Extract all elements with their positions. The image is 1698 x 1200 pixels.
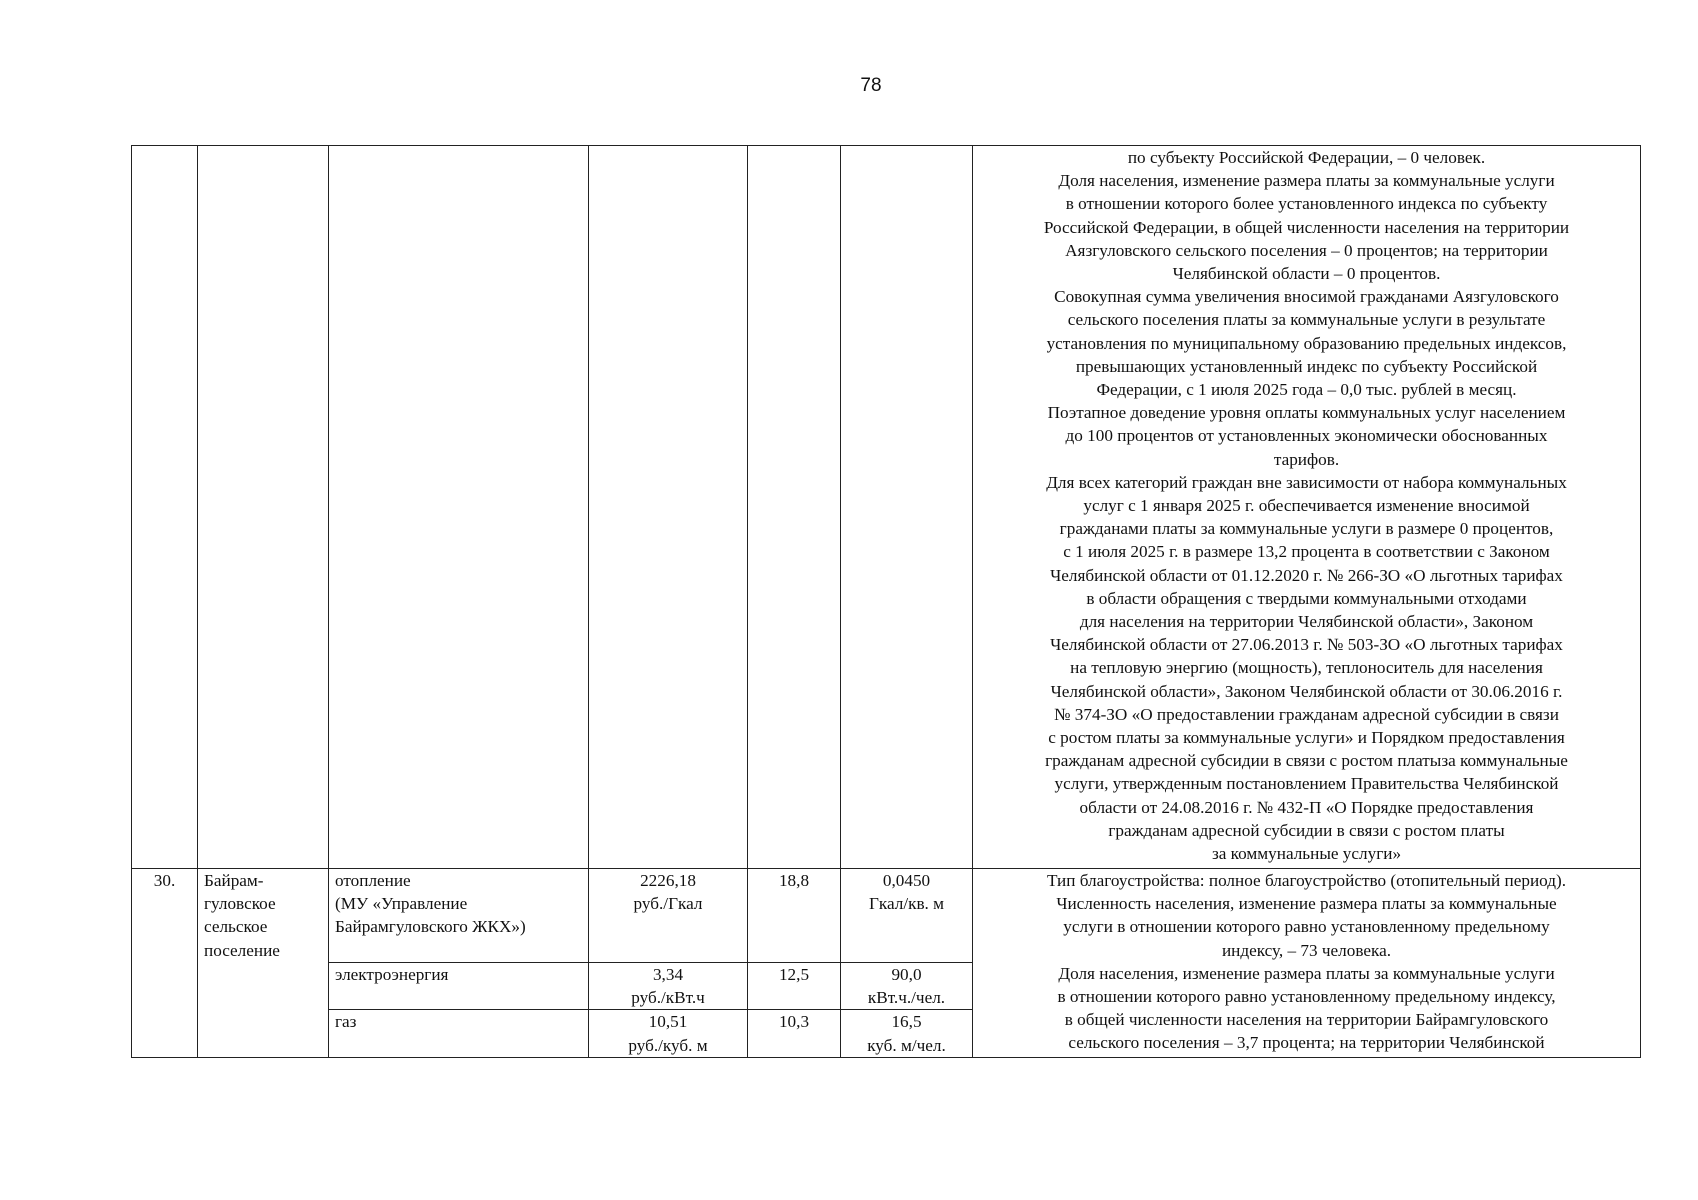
service-name bbox=[329, 963, 589, 1010]
text-line: индексу, – 73 человека. bbox=[1221, 940, 1392, 960]
tariff-table bbox=[131, 145, 1641, 1058]
service-index: 18,8 bbox=[748, 869, 841, 963]
text-line: гражданам адресной субсидии в связи с ростом платыза коммунальные bbox=[1045, 751, 1568, 771]
text-line: в отношении которого более установленного индекса по субъекту bbox=[1065, 194, 1548, 214]
norm-value: 0,0450 bbox=[882, 871, 931, 890]
service-tariff bbox=[589, 963, 748, 1010]
service-norm bbox=[841, 869, 973, 963]
text-line: в общей численности населения на территории Байрамгуловского bbox=[1064, 1010, 1549, 1030]
service-index: 10,3 bbox=[748, 1010, 841, 1057]
service-line: отопление bbox=[335, 871, 411, 890]
tariff-unit: руб./Гкал bbox=[633, 894, 703, 914]
empty-cell-index bbox=[748, 146, 841, 869]
tariff-value: 2226,18 bbox=[640, 871, 696, 890]
text-line: Аязгуловского сельского поселения – 0 процентов; на территории bbox=[1065, 240, 1548, 260]
service-index: 12,5 bbox=[748, 963, 841, 1010]
service-tariff bbox=[589, 869, 748, 963]
municipality-line: Байрам- bbox=[204, 871, 264, 890]
text-line: услуги, утвержденным постановлением Правительства Челябинской bbox=[1054, 774, 1559, 794]
service-line: Байрамгуловского ЖКХ») bbox=[335, 917, 526, 937]
empty-cell-municipality bbox=[198, 146, 329, 869]
empty-cell-norm bbox=[841, 146, 973, 869]
norm-value: 90,0 bbox=[891, 965, 922, 984]
text-line: сельского поселения платы за коммунальные услуги в результате bbox=[1067, 310, 1546, 330]
municipality-name bbox=[198, 869, 329, 1058]
text-line: Совокупная сумма увеличения вносимой гражданами Аязгуловского bbox=[1054, 287, 1559, 307]
text-line: Челябинской области – 0 процентов. bbox=[1172, 264, 1441, 284]
entry-description bbox=[973, 869, 1641, 1058]
municipality-line: поселение bbox=[204, 940, 280, 960]
text-line: в области обращения с твердыми коммунальными отходами bbox=[1086, 588, 1527, 608]
text-line: Поэтапное доведение уровня оплаты коммунальных услуг населением bbox=[1047, 403, 1566, 423]
service-line: (МУ «Управление bbox=[335, 894, 468, 914]
text-line: тарифов. bbox=[1273, 449, 1340, 469]
empty-cell-number bbox=[132, 146, 198, 869]
text-line: для населения на территории Челябинской области», Законом bbox=[1079, 612, 1534, 632]
service-norm bbox=[841, 963, 973, 1010]
service-line: электроэнергия bbox=[335, 965, 449, 984]
tariff-unit: руб./кВт.ч bbox=[631, 988, 705, 1008]
service-norm bbox=[841, 1010, 973, 1057]
text-line: гражданами платы за коммунальные услуги в размере 0 процентов, bbox=[1059, 519, 1554, 539]
continuation-row bbox=[132, 146, 1641, 869]
service-tariff bbox=[589, 1010, 748, 1057]
text-line: на тепловую энергию (мощность), теплоноситель для населения bbox=[1070, 658, 1543, 678]
entry-number: 30. bbox=[132, 869, 198, 1058]
text-line: сельского поселения – 3,7 процента; на территории Челябинской bbox=[1068, 1033, 1545, 1053]
service-line: газ bbox=[335, 1012, 357, 1032]
page-number: 78 bbox=[860, 75, 882, 96]
empty-cell-tariff bbox=[589, 146, 748, 869]
text-line: Доля населения, изменение размера платы за коммунальные услуги bbox=[1058, 963, 1555, 983]
text-line: области от 24.08.2016 г. № 432-П «О Порядке предоставления bbox=[1079, 797, 1534, 817]
text-line: услуг с 1 января 2025 г. обеспечивается изменение вносимой bbox=[1083, 496, 1530, 516]
text-line: Российской Федерации, в общей численности населения на территории bbox=[1043, 217, 1570, 237]
text-line: за коммунальные услуги» bbox=[1211, 844, 1402, 864]
norm-unit: кВт.ч./чел. bbox=[867, 988, 946, 1008]
text-line: с ростом платы за коммунальные услуги» и Порядком предоставления bbox=[1048, 728, 1565, 748]
text-line: № 374-ЗО «О предоставлении гражданам адресной субсидии в связи bbox=[1054, 704, 1559, 724]
service-name bbox=[329, 869, 589, 963]
tariff-unit: руб./куб. м bbox=[628, 1035, 708, 1055]
municipality-line: гуловское bbox=[204, 894, 276, 914]
text-line: Федерации, с 1 июля 2025 года – 0,0 тыс. рублей в месяц. bbox=[1096, 380, 1517, 400]
norm-unit: куб. м/чел. bbox=[867, 1035, 946, 1055]
text-line: Доля населения, изменение размера платы за коммунальные услуги bbox=[1058, 171, 1555, 191]
text-line: Челябинской области», Законом Челябинской области от 30.06.2016 г. bbox=[1050, 681, 1563, 701]
empty-cell-service bbox=[329, 146, 589, 869]
norm-unit: Гкал/кв. м bbox=[868, 894, 945, 914]
entry-row-heating bbox=[132, 869, 1641, 963]
norm-value: 16,5 bbox=[891, 1012, 922, 1032]
text-line: Численность населения, изменение размера платы за коммунальные bbox=[1056, 894, 1557, 914]
text-line: гражданам адресной субсидии в связи с ростом платы bbox=[1108, 820, 1505, 840]
text-line: превышающих установленный индекс по субъекту Российской bbox=[1075, 356, 1538, 376]
municipality-line: сельское bbox=[204, 917, 268, 937]
text-line: Для всех категорий граждан вне зависимости от набора коммунальных bbox=[1046, 472, 1567, 492]
text-line: Тип благоустройства: полное благоустройство (отопительный период). bbox=[1046, 871, 1567, 890]
text-line: Челябинской области от 27.06.2013 г. № 503-ЗО «О льготных тарифах bbox=[1050, 635, 1563, 655]
text-line: в отношении которого равно установленному предельному индексу, bbox=[1057, 987, 1556, 1007]
tariff-value: 3,34 bbox=[652, 965, 684, 984]
text-line: до 100 процентов от установленных экономически обоснованных bbox=[1065, 426, 1548, 446]
text-line: установления по муниципальному образованию предельных индексов, bbox=[1046, 333, 1567, 353]
tariff-value: 10,51 bbox=[648, 1012, 688, 1032]
text-line: Челябинской области от 01.12.2020 г. № 266-ЗО «О льготных тарифах bbox=[1050, 565, 1563, 585]
text-line: услуги в отношении которого равно установленному предельному bbox=[1063, 917, 1550, 937]
continuation-text-cell bbox=[973, 146, 1641, 869]
text-line: по субъекту Российской Федерации, – 0 человек. bbox=[1127, 148, 1486, 167]
service-name bbox=[329, 1010, 589, 1057]
text-line: с 1 июля 2025 г. в размере 13,2 процента в соответствии с Законом bbox=[1063, 542, 1550, 562]
